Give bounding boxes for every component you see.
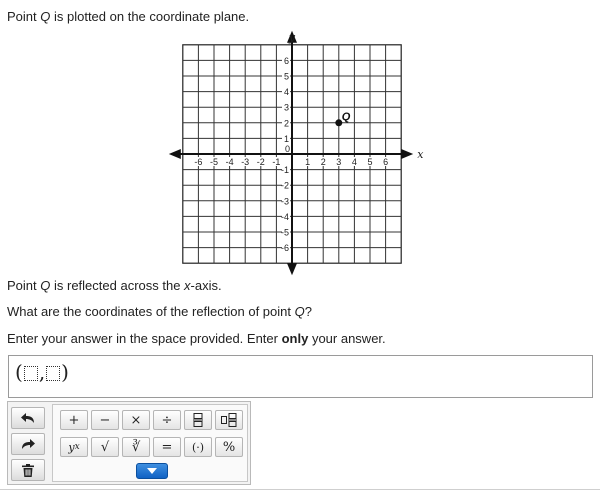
reflection-statement: Point Q is reflected across the x-axis. (7, 278, 222, 293)
x-tick-label: -4 (225, 157, 234, 167)
y-axis-arrow-bottom (287, 263, 297, 275)
cube-root-button[interactable]: ∛ (122, 437, 150, 457)
undo-arrow-icon (21, 412, 35, 424)
coordinate-pair-template (15, 360, 69, 384)
comma: , (38, 360, 46, 384)
x-tick-label: -1 (272, 157, 281, 167)
x-tick-label: -3 (241, 157, 250, 167)
x-axis-arrow-right (401, 149, 413, 159)
y-tick-label: -3 (280, 196, 289, 207)
y-tick-label: 1 (283, 133, 289, 144)
parentheses-button[interactable]: (·) (184, 437, 212, 457)
y-tick-label: -4 (280, 211, 289, 222)
fraction-button[interactable] (184, 410, 212, 430)
x-tick-label: -2 (256, 157, 265, 167)
times-button[interactable]: × (122, 410, 150, 430)
symbol-panel (52, 404, 248, 482)
x-tick-label: 5 (367, 157, 373, 167)
x-tick-label: 1 (305, 157, 311, 167)
minus-button[interactable]: − (91, 410, 119, 430)
x-tick-label: -5 (209, 157, 219, 167)
y-tick-label: 2 (283, 118, 289, 129)
undo-button[interactable] (11, 407, 45, 429)
y-tick-label: 4 (283, 87, 289, 98)
y-tick-label: 6 (283, 55, 289, 66)
question-intro: Point Q is plotted on the coordinate plane. (7, 9, 250, 24)
point-label: Q (341, 110, 351, 123)
y-axis-label: y (288, 30, 296, 44)
x-tick-label: 6 (383, 157, 389, 167)
question-prompt: What are the coordinates of the reflection of point Q? (7, 304, 312, 319)
trash-icon (22, 464, 34, 477)
answer-instructions: Enter your answer in the space provided. Enter only your answer. (7, 331, 386, 346)
x-tick-label: 4 (351, 157, 357, 167)
y-coordinate-slot[interactable] (46, 366, 60, 381)
mixed-number-button[interactable] (215, 410, 243, 430)
open-paren: ( (15, 360, 23, 384)
fraction-icon (193, 413, 203, 427)
redo-arrow-icon (21, 438, 35, 450)
axis-variable: x (184, 278, 191, 293)
y-tick-label: 5 (283, 71, 289, 82)
more-symbols-button[interactable] (136, 463, 168, 479)
y-tick-label: -6 (280, 243, 289, 254)
equals-button[interactable]: = (153, 437, 181, 457)
point-variable: Q (40, 9, 51, 24)
exponent-button[interactable]: y x (60, 437, 88, 457)
origin-label: 0 (284, 144, 290, 154)
plus-button[interactable]: + (60, 410, 88, 430)
square-root-button[interactable]: √ (91, 437, 119, 457)
mixed-number-icon (221, 413, 237, 427)
y-tick-label: -2 (280, 180, 289, 191)
clear-button[interactable] (11, 459, 45, 481)
chevron-down-icon (147, 468, 157, 474)
x-tick-label: 2 (320, 157, 326, 167)
divider (0, 489, 600, 490)
y-tick-label: -1 (280, 165, 289, 176)
x-axis-label: x (417, 148, 424, 161)
answer-input[interactable] (8, 355, 593, 398)
x-tick-label: 3 (336, 157, 342, 167)
redo-button[interactable] (11, 433, 45, 455)
close-paren: ) (61, 360, 69, 384)
x-tick-label: -6 (194, 157, 203, 167)
y-tick-label: -5 (280, 227, 289, 238)
x-coordinate-slot[interactable] (24, 366, 38, 381)
math-toolbar (7, 401, 251, 485)
y-tick-label: 3 (283, 102, 289, 113)
percent-button[interactable]: % (215, 437, 243, 457)
x-axis-arrow-left (169, 149, 181, 159)
divide-button[interactable]: ÷ (153, 410, 181, 430)
